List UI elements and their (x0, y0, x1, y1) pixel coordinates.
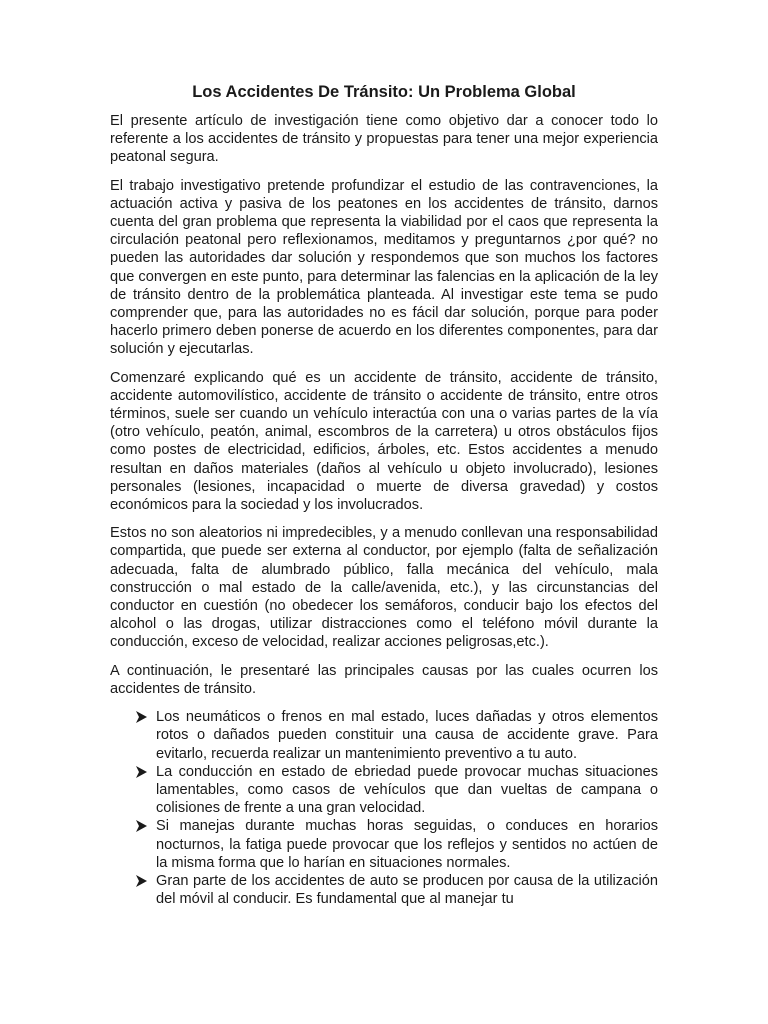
paragraph-causes-intro: A continuación, le presentaré las principales causas por las cuales ocurren los accidentes de tránsito. (110, 662, 658, 697)
list-item-text: Los neumáticos o frenos en mal estado, luces dañadas y otros elementos rotos o dañados pueden constituir una causa de accidente grave. Para evitarlo, recuerda realizar un mantenimiento preventivo a tu auto. (156, 709, 658, 762)
list-item (110, 763, 658, 818)
causes-list (110, 708, 658, 908)
paragraph-research: El trabajo investigativo pretende profundizar el estudio de las contravenciones, la actuación activa y pasiva de los peatones en los accidentes de tránsito, darnos cuenta del gran problema que representa la viabilidad por el caos que representa la circulación peatonal pero reflexionamos, meditamos y preguntarnos ¿por qué? no pueden las autoridades dar solución y respondemos que son muchos los factores que convergen en este punto, para determinar las falencias en la aplicación de la ley de tránsito dentro de la problemática planteada. Al investigar este tema se pudo comprender que, para las autoridades no es fácil dar solución, porque para poder hacerlo primero deben ponerse de acuerdo en los diferentes componentes, para dar solución y ejecutarlas. (110, 177, 658, 358)
list-item (110, 872, 658, 908)
document-title: Los Accidentes De Tránsito: Un Problema Global (192, 83, 576, 101)
list-item (110, 817, 658, 872)
arrowhead-bullet-icon (134, 819, 148, 833)
list-item-text: Gran parte de los accidentes de auto se producen por causa de la utilización del móvil al conducir. Es fundamental que al manejar tu (156, 872, 658, 908)
arrowhead-bullet-icon (134, 765, 148, 779)
arrowhead-bullet-icon (134, 874, 148, 888)
list-item-text: Si manejas durante muchas horas seguidas, o conduces en horarios nocturnos, la fatiga puede provocar que los reflejos y sentidos no actúen de la misma forma que lo harían en situaciones normales. (156, 818, 658, 871)
paragraph-definition: Comenzaré explicando qué es un accidente de tránsito, accidente de tránsito, accidente automovilístico, accidente de tránsito o accidente de tránsito, entre otros términos, suele ser cuando un vehículo interactúa con una o varias partes de la vía (otro vehículo, peatón, animal, escombros de la carretera) u otros obstáculos fijos como postes de electricidad, edificios, árboles, etc. Estos accidentes a menudo resultan en daños materiales (daños al vehículo u objeto involucrado), lesiones personales (lesiones, incapacidad o muerte de diversa gravedad) y costos económicos para la sociedad y los involucrados. (110, 369, 658, 514)
list-item-text: La conducción en estado de ebriedad puede provocar muchas situaciones lamentables, como casos de vehículos que dan vueltas de campana o colisiones de frente a una gran velocidad. (156, 763, 658, 817)
arrowhead-bullet-icon (134, 710, 148, 724)
list-item (110, 708, 658, 763)
paragraph-intro: El presente artículo de investigación tiene como objetivo dar a conocer todo lo referente a los accidentes de tránsito y propuestas para tener una mejor experiencia peatonal segura. (110, 113, 658, 166)
paragraph-responsibility: Estos no son aleatorios ni impredecibles, y a menudo conllevan una responsabilidad compartida, que puede ser externa al conductor, por ejemplo (falta de señalización adecuada, falta de alumbrado público, falla mecánica del vehículo, mala construcción o mal estado de la calle/avenida, etc.), y las circunstancias del conductor en cuestión (no obedecer los semáforos, conducir bajo los efectos del alcohol o las drogas, utilizar distracciones como el teléfono móvil durante la conducción, exceso de velocidad, realizar acciones peligrosas,etc.). (110, 525, 658, 651)
document-page (110, 82, 658, 908)
